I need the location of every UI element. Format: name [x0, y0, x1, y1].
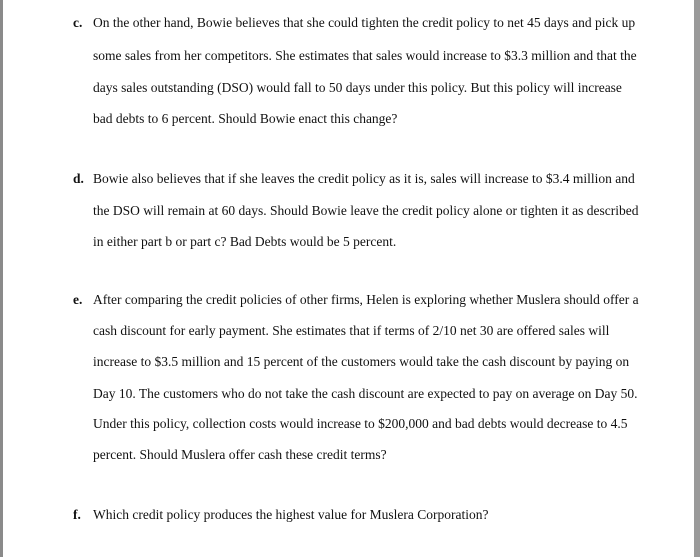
- item-text-line: in either part b or part c? Bad Debts would be 5 percent.: [93, 234, 397, 249]
- item-marker: c.: [73, 15, 83, 30]
- item-text-line: Day 10. The customers who do not take the cash discount are expected to pay on average on Day 50.: [93, 386, 638, 401]
- item-text-line: Under this policy, collection costs would increase to $200,000 and bad debts would decrease to 4.5: [93, 416, 628, 431]
- item-text-line: increase to $3.5 million and 15 percent of the customers would take the cash discount by paying on: [93, 354, 630, 369]
- item-text-line: the DSO will remain at 60 days. Should Bowie leave the credit policy alone or tighten it as described: [93, 203, 639, 218]
- item-text-line: days sales outstanding (DSO) would fall to 50 days under this policy. But this policy will increase: [93, 80, 622, 95]
- item-marker: d.: [73, 171, 84, 186]
- page-right-edge: [694, 0, 700, 557]
- item-marker: f.: [73, 507, 81, 522]
- item-text-line: On the other hand, Bowie believes that she could tighten the credit policy to net 45 days and pick up: [93, 15, 636, 30]
- page-left-edge: [0, 0, 3, 557]
- item-marker: e.: [73, 292, 83, 307]
- item-text-line: percent. Should Muslera offer cash these credit terms?: [93, 447, 387, 462]
- item-text-line: cash discount for early payment. She estimates that if terms of 2/10 net 30 are offered sales will: [93, 323, 610, 338]
- item-text-line: Bowie also believes that if she leaves the credit policy as it is, sales will increase to $3.4 million and: [93, 171, 635, 186]
- item-text-line: bad debts to 6 percent. Should Bowie enact this change?: [93, 111, 398, 126]
- item-text-line: Which credit policy produces the highest value for Muslera Corporation?: [93, 507, 489, 522]
- item-text-line: After comparing the credit policies of other firms, Helen is exploring whether Muslera should offer a: [93, 292, 639, 307]
- item-text-line: some sales from her competitors. She estimates that sales would increase to $3.3 million and that the: [93, 48, 637, 63]
